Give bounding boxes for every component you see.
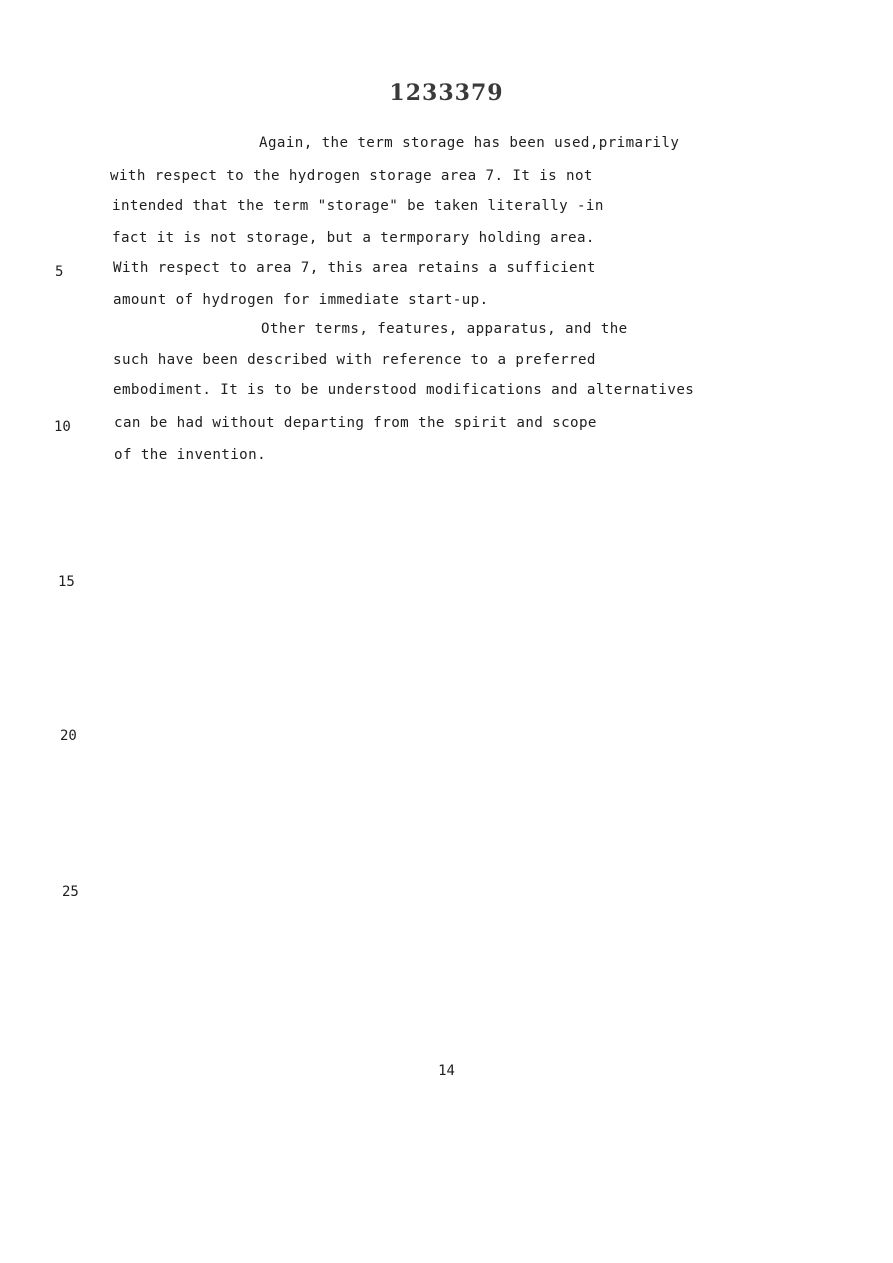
text-line: intended that the term "storage" be taken literally -in xyxy=(112,198,604,214)
text-line: With respect to area 7, this area retains a sufficient xyxy=(113,260,596,276)
text-line: can be had without departing from the spirit and scope xyxy=(114,415,597,431)
text-line: amount of hydrogen for immediate start-up. xyxy=(113,292,489,308)
text-line: of the invention. xyxy=(114,447,267,463)
text-line: Again, the term storage has been used,primarily xyxy=(259,135,680,151)
line-number: 15 xyxy=(58,574,75,590)
line-number: 20 xyxy=(60,728,77,744)
line-number: 10 xyxy=(54,419,71,435)
text-line: Other terms, features, apparatus, and the xyxy=(261,321,628,337)
text-line: embodiment. It is to be understood modifications and alternatives xyxy=(113,382,695,398)
text-line: fact it is not storage, but a termporary holding area. xyxy=(112,230,595,246)
line-number: 25 xyxy=(62,884,79,900)
line-number: 5 xyxy=(55,264,64,280)
page-number: 14 xyxy=(438,1063,455,1079)
text-line: such have been described with reference to a preferred xyxy=(113,352,596,368)
document-number: 1233379 xyxy=(389,80,504,106)
text-line: with respect to the hydrogen storage area 7. It is not xyxy=(110,168,593,184)
